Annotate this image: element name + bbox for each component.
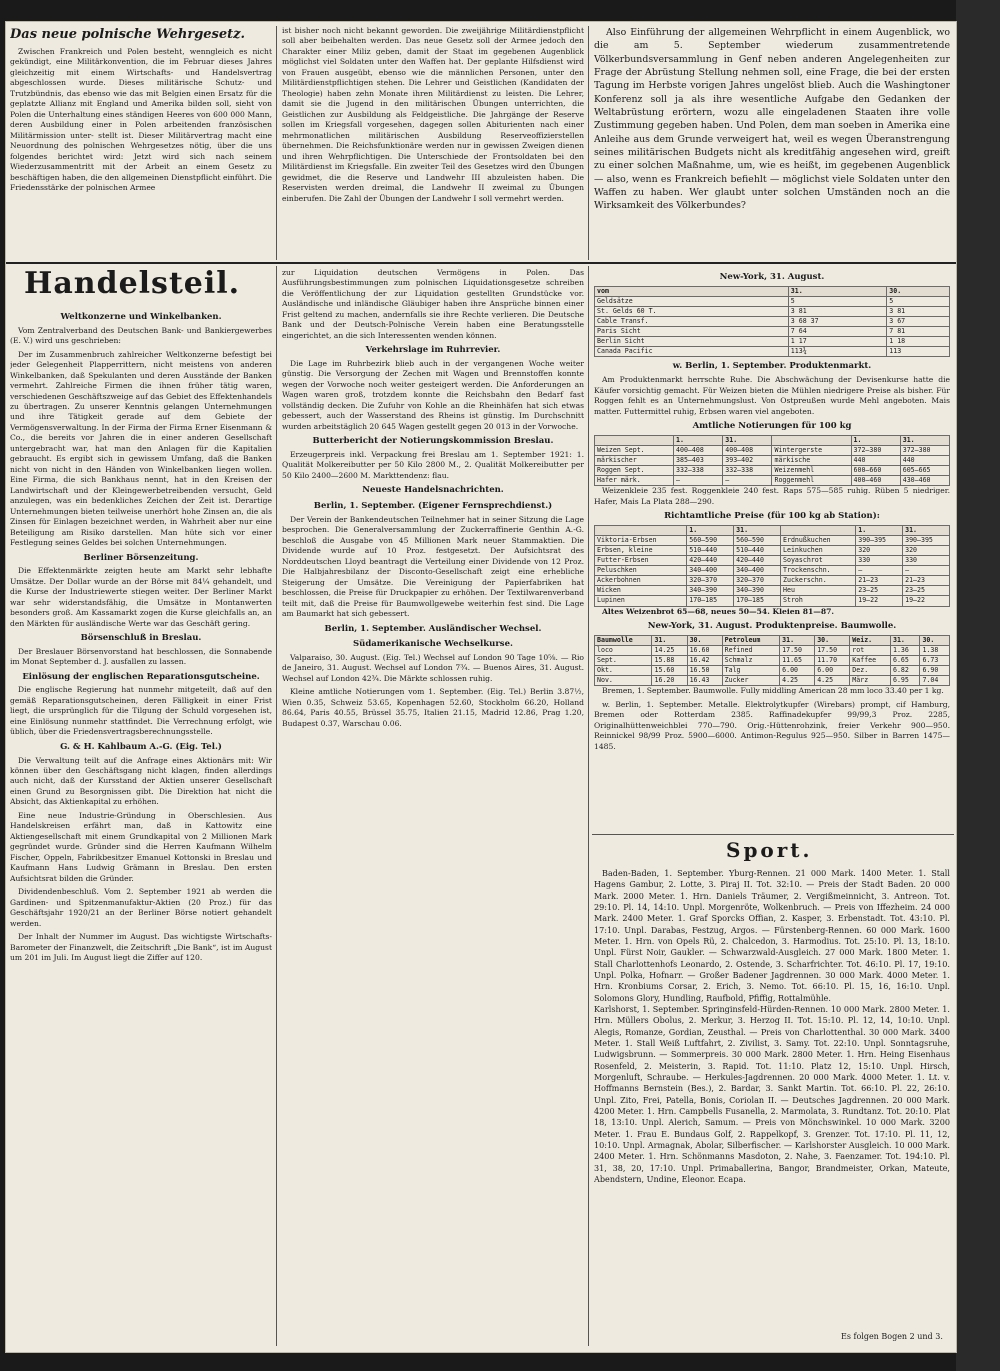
table-cell: Refined: [722, 645, 779, 655]
table-cell: Zucker: [722, 676, 779, 686]
table-cell: Peluschken: [595, 566, 687, 576]
table-header-cell: Weiz.: [850, 635, 891, 645]
article-text: Der Breslauer Börsenvorstand hat beschlossen, die Sonnabende im Monat September d. J. ausfallen zu lassen.: [10, 646, 272, 667]
table-cell: 600—660: [851, 465, 900, 475]
table-row: [595, 465, 950, 475]
table-cell: 330: [856, 556, 903, 566]
table-cell: Weizenmehl: [772, 465, 851, 475]
table-cell: 340—390: [734, 586, 781, 596]
table-cell: Viktoria-Erbsen: [595, 535, 687, 545]
table-cell: 4.25: [815, 676, 850, 686]
table-header-cell: [772, 435, 851, 445]
article-lead: Vom Zentralverband des Deutschen Bank- und Bankiergewerbes (E. V.) wird uns geschrieben:: [10, 325, 272, 346]
subheading: Butterbericht der Notierungskommission Breslau.: [312, 436, 554, 447]
article-text: ist bisher noch nicht bekannt geworden. Die zweijährige Militärdienstpflicht soll aber beibehalten werden. Das neue Gesetz soll der Armee jedoch den Charakter einer Miliz geben, damit der Staat im gegebenen Augenblick möglichst viel Soldaten unter den Waffen hat. Der geplante Hilfsdienst wird von Frauen ausgeübt, ebenso wie die männlichen Personen, unter den Militärdienstpflichtigen stehen. Die Lehrer und Geistlichen (Kandidaten der Theologie) haben zehn Monate ihren Militärdienst zu leisten. Die Lehrer, damit sie die Jugend in den militärischen Übungen unterrichten, die Geistlichen zur Ausbildung als Feldgeistliche. Die Jahrgänge der Reserve sollen im Kriegsfall vorgesehen, dagegen sollen Abiturienten nach einer mehrmonatlichen militärischen Ausbildung Reserveoffizierstellen übernehmen. Die Reichsfunktionäre werden nur in gewissen Zweigen dienen und ihren Wehrpflichtigen. Die Unterschiede der Frontsoldaten bei den Militärdienst im Kriegsfalle. Ein zweiter Teil des Gesetzes wird den Übungen gewidmet, die die Reserve und Landwehr III abzuleisten haben. Die Reservisten werden dreimal, die Landwehr II zweimal zu Übungen einberufen. Die Zahl der Übungen der Landwehr I soll vermehrt werden.: [282, 26, 584, 203]
subheading: Einlösung der englischen Reparationsgutscheine.: [22, 671, 260, 682]
table-cell: 393—402: [723, 455, 772, 465]
article-text: Am Produktenmarkt herrschte Ruhe. Die Abschwächung der Devisenkurse hatte die Käufer vorsichtig gemacht. Für Weizen bieten die Mühlen niedrigere Preise als bisher. Für Roggen fehlt es an Unternehmungslust. Von Ostpreußen wurde Mehl angeboten. Mais matter. Futtermittel ruhig, Erbsen waren viel angeboten.: [594, 375, 950, 416]
table-row: [595, 596, 950, 606]
table-header-cell: Baumwolle: [595, 635, 652, 645]
column-rule: [588, 266, 589, 1346]
table-cell: Wintergerste: [772, 445, 851, 455]
table-row: [595, 476, 950, 486]
table-cell: 5: [887, 296, 950, 306]
table-row: [595, 556, 950, 566]
table-cell: 7 64: [788, 327, 886, 337]
table-cell: Schmalz: [722, 655, 779, 665]
table-cell: Lupinen: [595, 596, 687, 606]
table-cell: Cable Transf.: [595, 317, 789, 327]
table-cell: Zuckerschn.: [781, 576, 856, 586]
table-cell: 320—370: [687, 576, 734, 586]
table-cell: Kaffee: [850, 655, 891, 665]
article-text: Valparaiso, 30. August. (Eig. Tel.) Wechsel auf London 90 Tage 10⅝. — Rio de Janeiro, 31. August. Wechsel auf London 7¾. — Buenos Aires, 31. August. Wechsel auf London 42¾. Die Märkte schlossen ruhig.: [282, 652, 584, 683]
table-cell: 14.25: [652, 645, 687, 655]
table-cell: 11.70: [815, 655, 850, 665]
table-cell: 16.60: [687, 645, 722, 655]
article-text: Bremen, 1. September. Baumwolle. Fully middling American 28 mm loco 33.40 per 1 kg.: [602, 686, 944, 696]
table-header-cell: 30.: [815, 635, 850, 645]
table-cell: 1 18: [887, 337, 950, 347]
table-cell: Roggenmehl: [772, 476, 851, 486]
table-header-cell: 31.: [652, 635, 687, 645]
table-cell: 15.88: [652, 655, 687, 665]
nonofficial-price-table: [594, 525, 950, 607]
article-title-wehrgesetz: Das neue polnische Wehrgesetz.: [10, 27, 246, 42]
table-cell: 17.50: [780, 645, 815, 655]
table-row: [595, 455, 950, 465]
section-divider: [6, 262, 956, 264]
table-cell: 21—23: [856, 576, 903, 586]
article-text: Die Effektenmärkte zeigten heute am Markt sehr lebhafte Umsätze. Der Dollar wurde an der Börse mit 84¼ gehandelt, und die Kurse der Industriewerte stiegen weiter. Der Berliner Markt war sehr widerstandsfähig, die Umsätze in Montanwerten besonders groß. Am Kassamarkt zogen die Kurse gleichfalls an, an den Märkten für ausländische Werte war das Geschäft gering.: [10, 566, 272, 628]
handel-column-2: [282, 268, 584, 1348]
table-cell: Soyaschrot: [781, 556, 856, 566]
table-cell: 372—380: [851, 445, 900, 455]
table-cell: 19—22: [903, 596, 950, 606]
table-cell: 6.95: [890, 676, 919, 686]
table-cell: 11.65: [780, 655, 815, 665]
article-text: zur Liquidation deutschen Vermögens in Polen. Das Ausführungsbestimmungen zum polnischen Liquidationsgesetze schreiben die Veröffentlichung der zur Liquidation gestellten Grundstücke vor. Ausländische und inländische Gläubiger haben ihre Ansprüche binnen einer Frist geltend zu machen, andernfalls sie ihre Rechte verlieren. Die Deutsche Bank und der Deutsch-Polnische Verein haben eine Beratungsstelle eingerichtet, an die sich Interessenten wenden können.: [282, 268, 584, 340]
table-header-cell: 31.: [780, 635, 815, 645]
article-text: Dividendenbeschluß. Vom 2. September 1921 ab werden die Gardinen- und Spitzenmanufaktur-Aktien (20 Proz.) für das Geschäftsjahr 1920/21 an der Berliner Börse notiert gehandelt werden.: [10, 887, 272, 928]
table-header-cell: 31.: [723, 435, 772, 445]
table-cell: —: [903, 566, 950, 576]
table-cell: 420—440: [687, 556, 734, 566]
table-cell: Talg: [722, 666, 779, 676]
table-header-cell: [595, 435, 674, 445]
article-text: Die englische Regierung hat nunmehr mitgeteilt, daß auf den gemäß Reparationsgutscheinen, deren Fälligkeit in einer Frist liegt, die ursprünglich für die Tilgung der Schuld vorgesehen ist, eine Einlösung nunmehr stattfindet. Die Verrechnung erfolgt, wie üblich, über die Friedensvertragsberechnungsstelle.: [10, 685, 272, 737]
article-text: Der im Zusammenbruch zahlreicher Weltkonzerne befestigt bei jeder Gelegenheit Plapperrittern, nicht meistens von anderen Winkelbanken, daß Spekulanten und deren Ausstände der Banken vermehrt. Zahlreiche Firmen die ihnen früher tätig waren, verschiedenen Geschäftszweige auf das Gebiet des Effektenhandels zu übertragen. Zu unserer Kenntnis gelangen Unternehmungen und ihre Tätigkeit gerade auf dem Gebiete der Vermögensverwaltung. In der Firma der Firma Erner Eisenmann & Co., die bereits vor Jahren die in einer anderen Gesellschaft untergebracht war, hat man den Anlagen für die Kapitalien gebraucht. Es ergibt sich in gewissem Umfang, daß die Banken nicht von nicht in den Händen von Winkelbanken liegen wollen. Eine Firma, die sich Bankhaus nennt, hat in den Kreisen der Landwirtschaft und der Kleingewerbetreibenden versucht, Geld anzulegen, was ein bedenkliches Zeichen der Zeit ist. Derartige Unternehmungen bieten teilweise unerhört hohe Zinsen an, die als Zinsen für Einlagen bezeichnet werden, in Wahrheit aber nur eine Beteiligung am Risiko darstellen. Man hüte sich vor einer Festlegung seines Geldes bei solchen Unternehmungen.: [10, 349, 272, 548]
table-cell: 3 68 37: [788, 317, 886, 327]
page-edge: [956, 0, 1000, 1371]
subheading: Amtliche Notierungen für 100 kg: [692, 420, 852, 431]
table-row: [595, 337, 950, 347]
subheading: Verkehrslage im Ruhrrevier.: [365, 345, 501, 356]
table-cell: Geldsätze: [595, 296, 789, 306]
table-cell: 3 67: [887, 317, 950, 327]
table-cell: 6.90: [920, 666, 950, 676]
article-text: Erzeugerpreis inkl. Verpackung frei Breslau am 1. September 1921: 1. Qualität Molkereibutter per 50 Kilo 2800 M., 2. Qualität Molkereibutter per 50 Kilo 2400—2600 M. Markttendenz: flau.: [282, 450, 584, 480]
table-row: [595, 655, 950, 665]
table-cell: 113¾: [788, 347, 886, 357]
table-header-cell: 31.: [788, 286, 886, 296]
table-cell: 372—380: [900, 445, 949, 455]
grain-table: [594, 435, 950, 486]
subheading: New-York, 31. August. Produktenpreise. Baumwolle.: [647, 621, 897, 632]
table-row: [595, 576, 950, 586]
table-cell: 3 81: [788, 306, 886, 316]
article-text: Altes Weizenbrot 65—68, neues 50—54. Kleien 81—87.: [602, 606, 835, 616]
table-cell: märkische: [772, 455, 851, 465]
table-row: [595, 546, 950, 556]
table-header-cell: 1.: [687, 525, 734, 535]
market-column: [594, 268, 950, 828]
table-header-cell: 31.: [890, 635, 919, 645]
table-cell: Okt.: [595, 666, 652, 676]
subheading: G. & H. Kahlbaum A.-G. (Eig. Tel.): [60, 741, 222, 752]
subheading: Berlin, 1. September. Ausländischer Wechsel.: [324, 623, 542, 634]
article-text: Kleine amtliche Notierungen vom 1. September. (Eig. Tel.) Berlin 3.87½, Wien 0.35, Schweiz 53.65, Kopenhagen 52.60, Stockholm 66.20, Holland 86.64, Paris 40.55, Brüssel 35.75, Italien 21.15, Madrid 12.86, Prag 1.20, Budapest 0.37, Warschau 0.06.: [282, 687, 584, 728]
section-title-handelsteil: Handelsteil.: [24, 266, 241, 301]
table-cell: 3 81: [887, 306, 950, 316]
article-text: Der Verein der Bankendeutschen Teilnehmer hat in seiner Sitzung die Lage besprochen. Die Generalversammlung der Zuckerraffinerie Genthin A.-G. beschloß die Ausgabe von 45 Millionen Mark neuer Stammaktien. Die Dividende wurde auf 10 Proz. festgesetzt. Der Aufsichtsrat des Norddeutschen Lloyd beantragt die Verteilung einer Dividende von 12 Proz. Die Halbjahresbilanz der Disconto-Gesellschaft zeigt eine erhebliche Steigerung der Umsätze. Die Vereinigung der Papierfabriken hat beschlossen, die Preise für Druckpapier zu erhöhen. Der Textilwarenverband teilt mit, daß die Preise für Baumwollgewebe weiterhin fest sind. Die Lage am Baumarkt hat sich gebessert.: [282, 514, 584, 619]
table-header-cell: 31.: [734, 525, 781, 535]
table-header-cell: 1.: [674, 435, 723, 445]
table-cell: 16.42: [687, 655, 722, 665]
table-cell: 420—440: [734, 556, 781, 566]
table-cell: 6.00: [780, 666, 815, 676]
table-cell: 170—185: [734, 596, 781, 606]
table-row: [595, 327, 950, 337]
top-column-3: [594, 26, 950, 258]
table-row: [595, 676, 950, 686]
table-header-cell: 31.: [903, 525, 950, 535]
table-cell: —: [723, 476, 772, 486]
table-header-cell: vom: [595, 286, 789, 296]
table-cell: 320: [903, 546, 950, 556]
table-header-cell: [595, 525, 687, 535]
table-cell: 113: [887, 347, 950, 357]
table-cell: 390—395: [856, 535, 903, 545]
subheading: Börsenschluß in Breslau.: [80, 633, 202, 644]
table-cell: 400—408: [674, 445, 723, 455]
subheading: New-York, 31. August.: [719, 272, 825, 282]
table-cell: 440: [851, 455, 900, 465]
article-text: Die Verwaltung teilt auf die Anfrage eines Aktionärs mit: Wir können über den Geschäftsgang nicht klagen, finden allerdings auch nicht, daß der Kursstand der Aktien unserer Gesellschaft einen Grund zu Besorgnissen gibt. Die Direktion hat nicht die Absicht, das Aktienkapital zu erhöhen.: [10, 755, 272, 807]
table-cell: 1.38: [920, 645, 950, 655]
subheading: Neueste Handelsnachrichten.: [362, 485, 504, 496]
table-cell: 16.20: [652, 676, 687, 686]
table-row: [595, 296, 950, 306]
table-header-cell: 30.: [687, 635, 722, 645]
table-cell: Dez.: [850, 666, 891, 676]
table-cell: Hafer märk.: [595, 476, 674, 486]
article-text: Die Lage im Ruhrbezirk blieb auch in der vergangenen Woche weiter günstig. Die Versorgung der Zechen mit Wagen und Brennstoffen konnte wegen der Vorwoche noch weiter gesteigert werden. Die Anforderungen an Wagen waren groß, trotzdem konnte die Reichsbahn den Bedarf fast vollständig decken. Die Zufuhr von Kohle an die Rheinhäfen hat sich etwas gebessert, auch der Wasserstand des Rheins ist günstig. Im Durchschnitt wurden arbeitstäglich 20 645 Wagen gestellt gegen 20 013 in der Vorwoche.: [282, 359, 584, 431]
article-text: Baden-Baden, 1. September. Yburg-Rennen. 21 000 Mark. 1400 Meter. 1. Stall Hagens Gambur, 2. Lotte, 3. Piraj II. Tot. 32:10. — Preis der Stadt Baden. 20 000 Mark. 2000 Meter. 1. Hrn. Daniels Träumer, 2. Vergißmeinnicht, 3. Antreon. Tot. 29:10. Pl. 14, 14:10. Unpl. Morgenröte, Wolkenbruch. — Preis von Iffezheim. 24 000 Mark. 2400 Meter. 1. Graf Sporcks Offian, 2. Kasper, 3. Erbenstadt. Tot. 43:10. Pl. 17:10. Unpl. Darabas, Festzug, Argos. — Fürstenberg-Rennen. 60 000 Mark. 1600 Meter. 1. Hrn. von Opels Rü, 2. Chalcedon, 3. Harmodius. Tot. 25:10. Pl. 13, 18:10. Unpl. Fürst Noir, Gaukler. — Schwarzwald-Ausgleich. 27 000 Mark. 1800 Meter. 1. Stall Charlottenhofs Leonardo, 2. Ostende, 3. Scharfrichter. Tot. 46:10. Pl. 17, 19:10. Unpl. Polka, Hofnarr. — Großer Badener Jagdrennen. 30 000 Mark. 4000 Meter. 1. Hrn. Kronbiums Corsar, 2. Erich, 3. Nemo. Tot. 66:10. Pl. 15, 16, 16:10. Unpl. Solomons Glory, Hundling, Raufbold, Pfiffig, Rottalmühle. Karlshorst, 1. September. Springinsfeld-Hürden-Rennen. 10 000 Mark. 2800 Meter. 1. Hrn. Müllers Obolus, 2. Merkur, 3. Herzog II. Tot. 15:10. Pl. 12, 14, 10:10. Unpl. Alegis, Romanze, Gordian, Zeusthal. — Preis von Charlottenthal. 30 000 Mark. 3400 Meter. 1. Stall Weiß Luftfahrt, 2. Zivilist, 3. Samy. Tot. 22:10. Unpl. Sonntagsruhe, Ludwigsbrunn. — Sommerpreis. 30 000 Mark. 2800 Meter. 1. Hrn. Heing Eisenhaus Rosenfeld, 2. Meisterin, 3. Rapid. Tot. 11:10. Platz 12, 15:10. Unpl. Hirsch, Morgenluft, Schraube. — Herkules-Jagdrennen. 20 000 Mark. 4000 Meter. 1. Lt. v. Hoffmanns Bernstein (Bes.), 2. Bardar, 3. Sankt Martin. Tot. 66:10. Pl. 22, 26:10. Unpl. Zito, Frei, Patella, Bonis, Coriolan II. — Deutsches Jagdrennen. 20 000 Mark. 4200 Meter. 1. Hrn. Campbells Fusanella, 2. Marmolata, 3. Rundtanz. Tot. 20:10. Plat 18, 13:10. Unpl. Alerich, Samum. — Preis von Mönchswinkel. 10 000 Mark. 3200 Meter. 1. Frau E. Bundaus Golf, 2. Rappelkopf, 3. Grenzer. Tot. 17:10. Pl. 11, 12, 10:10. Unpl. Armagnak, Abolar, Silberfischer. — Karlshorster Ausgleich. 10 000 Mark. 2400 Meter. 1. Hrn. Schönmanns Masdoton, 2. Nahe, 3. Faenzamer. Tot. 194:10. Pl. 31, 38, 20, 17:10. Unpl. Primaballerina, Bangor, Brandmeister, Orkan, Mateute, Abendstern, Undine, Eleonor. Ecapa.: [594, 868, 950, 1184]
table-cell: 21—23: [903, 576, 950, 586]
table-cell: 440: [900, 455, 949, 465]
subheading: w. Berlin, 1. September. Produktenmarkt.: [672, 361, 872, 372]
continuation-note: Es folgen Bogen 2 und 3.: [841, 1332, 943, 1341]
table-cell: Roggen Sept.: [595, 465, 674, 475]
table-cell: 560—590: [687, 535, 734, 545]
table-row: [595, 645, 950, 655]
table-cell: 430—460: [900, 476, 949, 486]
table-cell: rot: [850, 645, 891, 655]
ny-produce-table: [594, 635, 950, 686]
table-cell: 17.50: [815, 645, 850, 655]
top-column-1: [10, 26, 272, 258]
table-header-cell: 1.: [856, 525, 903, 535]
table-header-cell: 31.: [900, 435, 949, 445]
table-cell: 6.82: [890, 666, 919, 676]
table-cell: St. Gelds 60 T.: [595, 306, 789, 316]
newspaper-page: [6, 22, 956, 1352]
table-cell: 19—22: [856, 596, 903, 606]
table-cell: 170—185: [687, 596, 734, 606]
table-cell: loco: [595, 645, 652, 655]
sport-column: [594, 868, 950, 1326]
table-row: [595, 306, 950, 316]
table-cell: 340—390: [687, 586, 734, 596]
table-cell: 7 81: [887, 327, 950, 337]
table-cell: 332—338: [674, 465, 723, 475]
article-text: Der Inhalt der Nummer im August. Das wichtigste Wirtschafts-Barometer der Finanzwelt, die Zeitschrift „Die Bank“, ist im August um 201 im Juli. Im August liegt die Ziffer auf 120.: [10, 932, 272, 962]
subheading: Weltkonzerne und Winkelbanken.: [60, 312, 222, 322]
table-cell: 390—395: [903, 535, 950, 545]
table-cell: März: [850, 676, 891, 686]
section-title-sport: Sport.: [726, 838, 813, 862]
section-divider: [592, 834, 954, 835]
table-cell: Trockenschn.: [781, 566, 856, 576]
table-cell: märkischer: [595, 455, 674, 465]
table-header-cell: [781, 525, 856, 535]
table-cell: 400—460: [851, 476, 900, 486]
table-cell: Leinkuchen: [781, 546, 856, 556]
table-cell: 332—338: [723, 465, 772, 475]
table-cell: Futter-Erbsen: [595, 556, 687, 566]
table-cell: 605—665: [900, 465, 949, 475]
table-cell: 1 17: [788, 337, 886, 347]
top-column-2: [282, 26, 584, 258]
article-text: Weizenkleie 235 fest. Roggenkleie 240 fest. Raps 575—585 ruhig. Rüben 5 niedriger. Hafer, Mais La Plata 288—290.: [594, 486, 950, 506]
table-cell: 320: [856, 546, 903, 556]
table-cell: 6.65: [890, 655, 919, 665]
table-cell: Ackerbohnen: [595, 576, 687, 586]
table-cell: Weizen Sept.: [595, 445, 674, 455]
table-row: [595, 445, 950, 455]
table-cell: Erbsen, kleine: [595, 546, 687, 556]
table-cell: Erdnußkuchen: [781, 535, 856, 545]
table-header-cell: 30.: [920, 635, 950, 645]
table-cell: 340—400: [734, 566, 781, 576]
table-cell: 15.60: [652, 666, 687, 676]
table-cell: 510—440: [687, 546, 734, 556]
table-cell: 7.04: [920, 676, 950, 686]
dateline: Berlin, 1. September. (Eigener Fernsprechdienst.): [313, 501, 553, 512]
subheading: Richtamtliche Preise (für 100 kg ab Station):: [664, 511, 880, 522]
table-cell: 4.25: [780, 676, 815, 686]
table-row: [595, 586, 950, 596]
column-rule: [588, 26, 589, 260]
table-cell: Paris Sicht: [595, 327, 789, 337]
table-cell: 330: [903, 556, 950, 566]
table-row: [595, 317, 950, 327]
table-cell: —: [856, 566, 903, 576]
table-cell: Nov.: [595, 676, 652, 686]
table-cell: —: [674, 476, 723, 486]
subheading: Berliner Börsenzeitung.: [83, 552, 199, 563]
table-cell: 560—590: [734, 535, 781, 545]
table-row: [595, 535, 950, 545]
table-header-cell: 30.: [887, 286, 950, 296]
column-rule: [276, 266, 277, 1346]
table-cell: Stroh: [781, 596, 856, 606]
table-cell: 385—403: [674, 455, 723, 465]
table-cell: 5: [788, 296, 886, 306]
article-text: w. Berlin, 1. September. Metalle. Elektrolytkupfer (Wirebars) prompt, cif Hamburg, Bremen oder Rotterdam 2385. Raffinadekupfer 99/99,3 Proz. 2285, Originalhüttenweichblei 770—790. Orig.-Hüttenrohzink, freier Verkehr 900—950. Reinnickel 98/99 Proz. 5900—6000. Antimon-Regulus 925—950. Silber in Barren 1475—1485.: [594, 699, 950, 751]
table-cell: 6.00: [815, 666, 850, 676]
table-cell: Heu: [781, 586, 856, 596]
table-header-cell: Petroleum: [722, 635, 779, 645]
table-cell: 320—370: [734, 576, 781, 586]
table-row: [595, 666, 950, 676]
table-cell: 6.73: [920, 655, 950, 665]
table-row: [595, 566, 950, 576]
table-cell: Wicken: [595, 586, 687, 596]
table-cell: Berlin Sicht: [595, 337, 789, 347]
table-cell: 23—25: [903, 586, 950, 596]
table-cell: 16.43: [687, 676, 722, 686]
article-text: Eine neue Industrie-Gründung in Oberschlesien. Aus Handelskreisen erfährt man, daß in Kattowitz eine Aktiengesellschaft mit einem Grundkapital von 2 Millionen Mark gegründet wurde. Gründer sind die Herren Kaufmann Wilhelm Fischer, Oppeln, Fabrikbesitzer Emanuel Kottonski in Breslau und Kaufmann Hans Ludwig Grämann in Breslau. Den ersten Aufsichtsrat bilden die Gründer.: [10, 810, 272, 883]
table-cell: 1.36: [890, 645, 919, 655]
table-cell: 340—400: [687, 566, 734, 576]
ny-exchange-table: [594, 286, 950, 358]
handel-column-1: [10, 308, 272, 1348]
table-cell: Sept.: [595, 655, 652, 665]
table-cell: 400—408: [723, 445, 772, 455]
column-rule: [276, 26, 277, 260]
article-text: Zwischen Frankreich und Polen besteht, wenngleich es nicht gekündigt, eine Militärkonvention, die im Februar dieses Jahres gleichzeitig mit einem Wirtschafts- und Handelsvertrag abgeschlossen wurde. Dieses militärische Schutz- und Trutzbündnis, das ebenso wie das mit Belgien einen Ersatz für die geplatzte Allianz mit England und Amerika bilden soll, sieht von Polen die Unterhaltung eines ständigen Heeres von 600 000 Mann, deren Ausbildung einer in Polen arbeitenden französischen Militärmission unter- stellt ist. Dieser Militärvertrag macht eine Neuordnung des polnischen Wehrgesetzes nötig, über die uns folgendes berichtet wird: Jetzt wird sich nach seinem Wiederzusammentritt mit der Arbeit an einem Gesetz zu beschäftigen haben, die den allgemeinen Dienstpflicht einführt. Die Friedensstärke der polnischen Armee: [10, 46, 272, 193]
subheading: Südamerikanische Wechselkurse.: [353, 639, 513, 650]
table-cell: Canada Pacific: [595, 347, 789, 357]
article-text: Also Einführung der allgemeinen Wehrpflicht in einem Augenblick, wo die am 5. September wiederum zusammentretende Völkerbundsversammlung in Genf neben anderen Angelegenheiten zur Frage der Abrüstung Stellung nehmen soll, eine Frage, die bei der ersten Tagung im Herbste vorigen Jahres ungelöst blieb. Auch die Washingtoner Konferenz soll ja als ihre wesentliche Aufgabe den Gedanken der Weltabrüstung erörtern, wozu alle eingeladenen Staaten ihre volle Zustimmung gegeben haben. Und Polen, dem man soeben in Amerika eine Anleihe aus dem Grunde verweigert hat, weil es wegen Überanstrengung seines militärischen Budgets nicht als kreditfähig angesehen wird, greift zu einer solchen Maßnahme, um, wie es heißt, im gegebenen Augenblick — also, wenn es Frankreich befiehlt — möglichst viele Soldaten unter den Waffen zu haben. Wer glaubt unter solchen Umständen noch an die Wirksamkeit des Völkerbundes?: [594, 27, 950, 212]
table-row: [595, 347, 950, 357]
table-cell: 510—440: [734, 546, 781, 556]
table-cell: 23—25: [856, 586, 903, 596]
table-cell: 16.50: [687, 666, 722, 676]
table-header-cell: 1.: [851, 435, 900, 445]
